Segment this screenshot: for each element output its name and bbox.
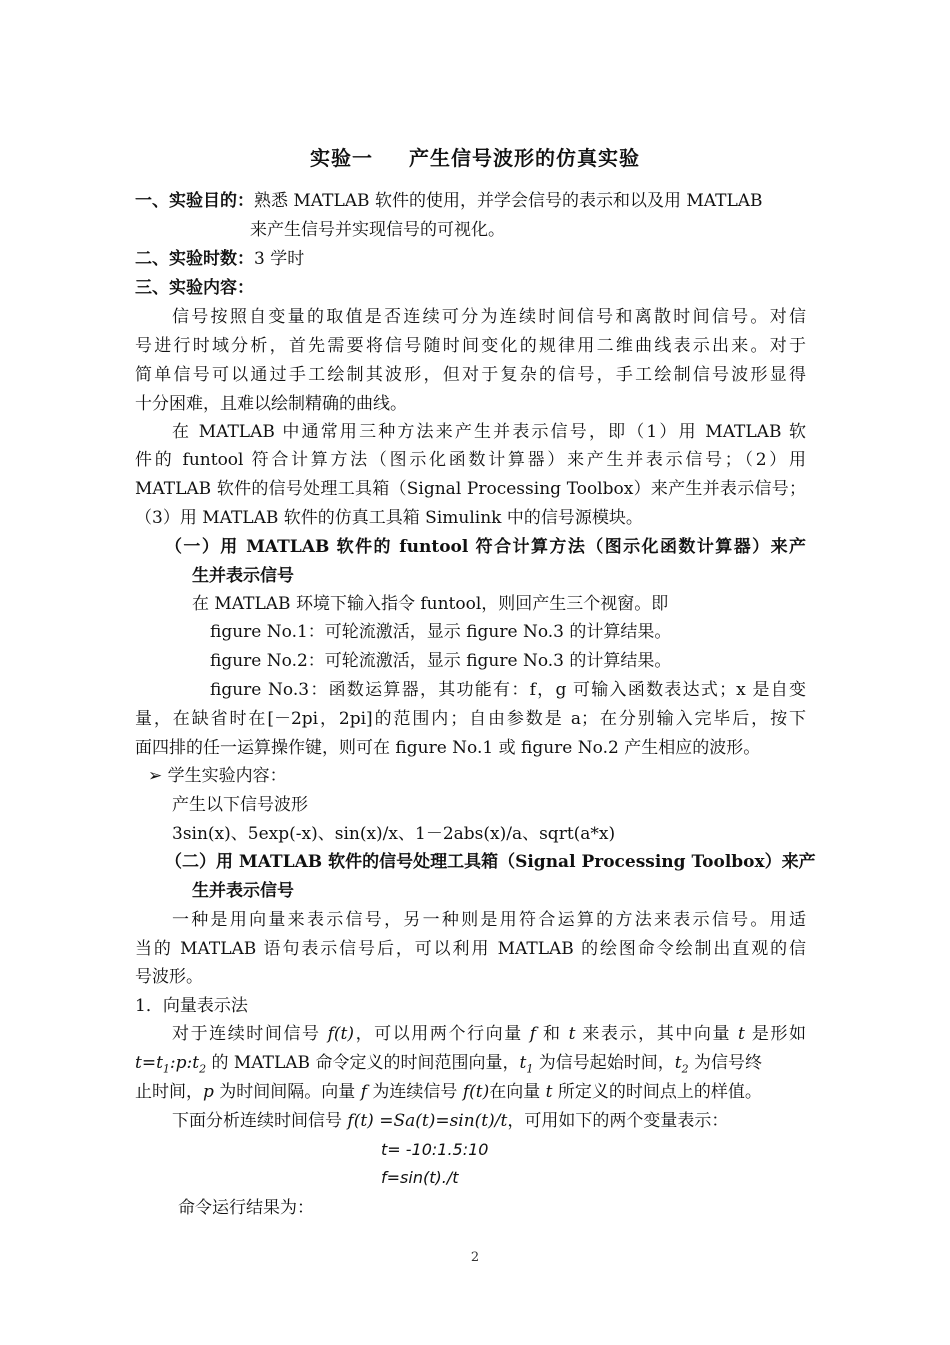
- text-run: 为信号终: [688, 1053, 762, 1073]
- section2-heading: 二、实验时数：: [135, 249, 254, 269]
- code-line-1: t= -10:1.5:10: [381, 1140, 489, 1159]
- para2-line: 在 MATLAB 中通常用三种方法来产生并表示信号，即（1）用 MATLAB 软: [172, 422, 806, 442]
- para2-line: （3）用 MATLAB 软件的仿真工具箱 Simulink 中的信号源模块。: [135, 508, 643, 528]
- page-number: 2: [470, 1250, 480, 1265]
- sub1-fig3-line1: figure No.3：函数运算器，其功能有：f，g 可输入函数表达式；x 是自变: [210, 680, 806, 700]
- sub1-fig2: figure No.2：可轮流激活，显示 figure No.3 的计算结果。: [210, 651, 672, 671]
- math-run: f(t): [327, 1024, 354, 1044]
- subscript: 1: [526, 1062, 534, 1076]
- sub2-para-line: 号波形。: [135, 967, 203, 987]
- subscript: 1: [162, 1062, 170, 1076]
- page-title: [0, 146, 950, 170]
- sub1-heading-line2: 生并表示信号: [192, 566, 294, 586]
- text-run: 为时间间隔。向量: [213, 1082, 361, 1102]
- math-run: f: [360, 1082, 367, 1102]
- text-run: ，可用如下的两个变量表示：: [507, 1111, 729, 1131]
- para1-line: 信号按照自变量的取值是否连续可分为连续时间信号和离散时间信号。对信: [172, 307, 806, 327]
- title-part1: 实验一: [310, 146, 373, 170]
- vector-line1: [172, 1022, 806, 1046]
- para2-line: 件的 funtool 符合计算方法（图示化函数计算器）来产生并表示信号；（2）用: [135, 450, 806, 470]
- para2-line: MATLAB 软件的信号处理工具箱（Signal Processing Toolbox）来产生并表示信号；: [135, 479, 806, 499]
- text-run: 为连续信号: [367, 1082, 463, 1102]
- sub2-heading-line1: （二）用 MATLAB 软件的信号处理工具箱（Signal Processing Toolbox）来产: [165, 852, 816, 872]
- text-run: ，可以用两个行向量: [354, 1024, 530, 1044]
- sub1-fig3-line2: 量，在缺省时在[－2pi，2pi]的范围内；自由参数是 a；在分别输入完毕后，按下: [135, 709, 806, 729]
- math-run: :p:t: [169, 1053, 200, 1073]
- text-run: 下面分析连续时间信号: [172, 1111, 348, 1131]
- text-run: 的 MATLAB 命令定义的时间范围向量，: [206, 1053, 520, 1073]
- section2-value: 3 学时: [254, 249, 305, 269]
- math-run: f(t): [462, 1082, 490, 1102]
- text-run: 对于连续时间信号: [172, 1024, 328, 1044]
- sub1-fig1: figure No.1：可轮流激活，显示 figure No.3 的计算结果。: [210, 622, 672, 642]
- text-run: 为信号起始时间，: [533, 1053, 675, 1073]
- section1-line1: [135, 189, 763, 213]
- subscript: 2: [681, 1062, 689, 1076]
- text-run: 和: [536, 1024, 569, 1044]
- math-run: f: [529, 1024, 537, 1044]
- code-line-2: f=sin(t)./t: [381, 1168, 459, 1187]
- sub1-heading-line1: （一）用 MATLAB 软件的 funtool 符合计算方法（图示化函数计算器）来产: [165, 537, 806, 557]
- sub1-intro: 在 MATLAB 环境下输入指令 funtool，则回产生三个视窗。即: [192, 594, 669, 614]
- para1-line: 号进行时域分析，首先需要将信号随时间变化的规律用二维曲线表示出来。对于: [135, 336, 806, 356]
- section1-heading: 一、实验目的：: [135, 191, 254, 211]
- math-run: t=t: [135, 1053, 163, 1073]
- student-line: [148, 764, 287, 788]
- student-label: 学生实验内容：: [167, 766, 287, 786]
- sub1-fig3-line3: 面四排的任一运算操作键，则可在 figure No.1 或 figure No.2 产生相应的波形。: [135, 738, 761, 758]
- subscript: 2: [199, 1062, 207, 1076]
- vector-line4: [172, 1109, 728, 1133]
- section3-heading: 三、实验内容：: [135, 278, 254, 298]
- text-run: 在向量: [489, 1082, 546, 1102]
- vector-line3: [135, 1080, 762, 1104]
- title-part2: 产生信号波形的仿真实验: [409, 146, 640, 170]
- text-run: 止时间，: [135, 1082, 203, 1102]
- text-run: 所定义的时间点上的样值。: [552, 1082, 762, 1102]
- bullet-arrow-icon: ➢: [148, 766, 163, 786]
- math-run: t: [545, 1082, 553, 1102]
- section1-text1: 熟悉 MATLAB 软件的使用，并学会信号的表示和以及用 MATLAB: [254, 191, 763, 211]
- vector-line2: [135, 1051, 806, 1081]
- para1-line: 十分困难，且难以绘制精确的曲线。: [135, 394, 407, 414]
- section1-text2: 来产生信号并实现信号的可视化。: [250, 220, 505, 240]
- para1-line: 简单信号可以通过手工绘制其波形，但对于复杂的信号，手工绘制信号波形显得: [135, 365, 806, 385]
- text-run: 是形如: [744, 1024, 807, 1044]
- sub2-para-line: 当的 MATLAB 语句表示信号后，可以利用 MATLAB 的绘图命令绘制出直观的信: [135, 939, 806, 959]
- math-run: p: [203, 1082, 214, 1102]
- student-task: 产生以下信号波形: [172, 795, 308, 815]
- text-run: 来表示，其中向量: [575, 1024, 739, 1044]
- vector-heading: 1．向量表示法: [135, 996, 248, 1016]
- sub2-heading-line2: 生并表示信号: [192, 881, 294, 901]
- section2-line: [135, 247, 304, 271]
- math-run: t: [674, 1053, 682, 1073]
- sub2-para-line: 一种是用向量来表示信号，另一种则是用符合运算的方法来表示信号。用适: [172, 910, 806, 930]
- math-run: t: [519, 1053, 527, 1073]
- math-run: t: [568, 1024, 576, 1044]
- student-funcs: 3sin(x)、5exp(-x)、sin(x)/x、1－2abs(x)/a、sqrt(a*x): [172, 824, 616, 844]
- math-run: t: [738, 1024, 745, 1044]
- math-run: f(t) =Sa(t)=sin(t)/t: [347, 1111, 508, 1131]
- result-label: 命令运行结果为：: [178, 1198, 314, 1218]
